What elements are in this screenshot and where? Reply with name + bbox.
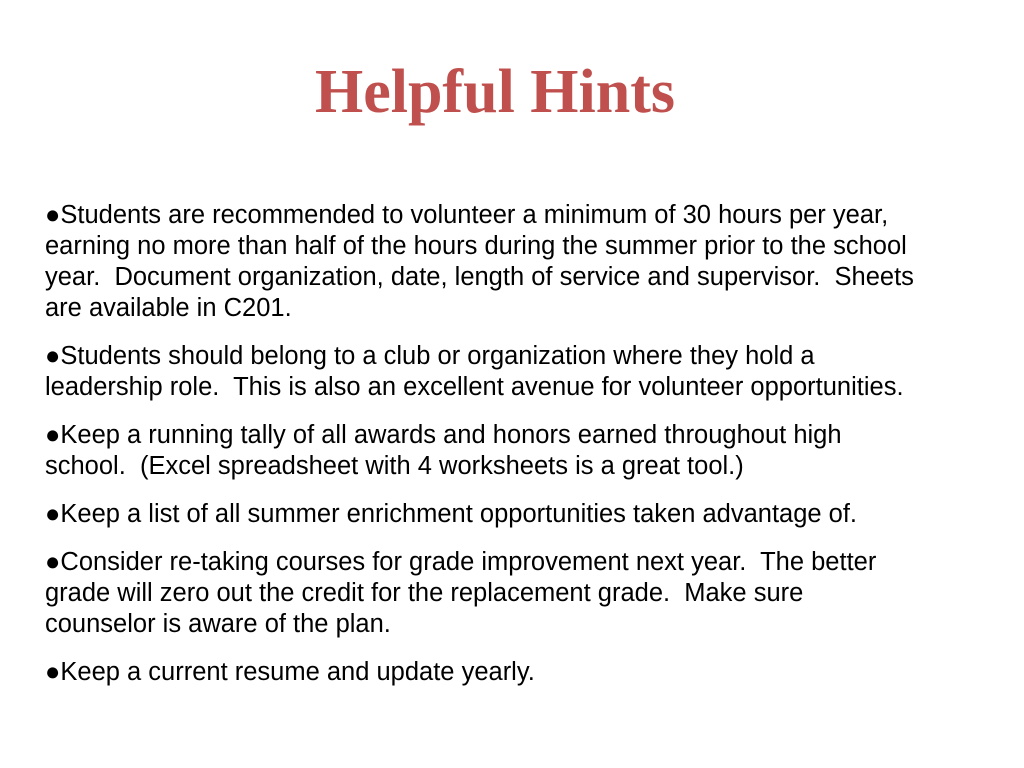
hint-item-resume: ●Keep a current resume and update yearly. <box>45 658 535 686</box>
slide-title: Helpful Hints <box>314 58 675 126</box>
hint-item-awards: ●Keep a running tally of all awards and honors earned throughout high school. (Excel spreadsheet with 4 worksheets is a great tool.) <box>45 421 842 480</box>
hint-item-retake: ●Consider re-taking courses for grade improvement next year. The better grade will zero out the credit for the replacement grade. Make sure counselor is aware of the plan. <box>45 548 877 638</box>
hint-list <box>45 200 1017 705</box>
hint-item-volunteer: ●Students are recommended to volunteer a minimum of 30 hours per year, earning no more than half of the hours during the summer prior to the school year. Document organization, date, length of service and supervisor. Sheets are available in C201. <box>45 201 914 322</box>
hint-item-enrichment: ●Keep a list of all summer enrichment opportunities taken advantage of. <box>45 500 858 528</box>
hint-item-club: ●Students should belong to a club or organization where they hold a leadership role. This is also an excellent avenue for volunteer opportunities. <box>45 342 904 401</box>
